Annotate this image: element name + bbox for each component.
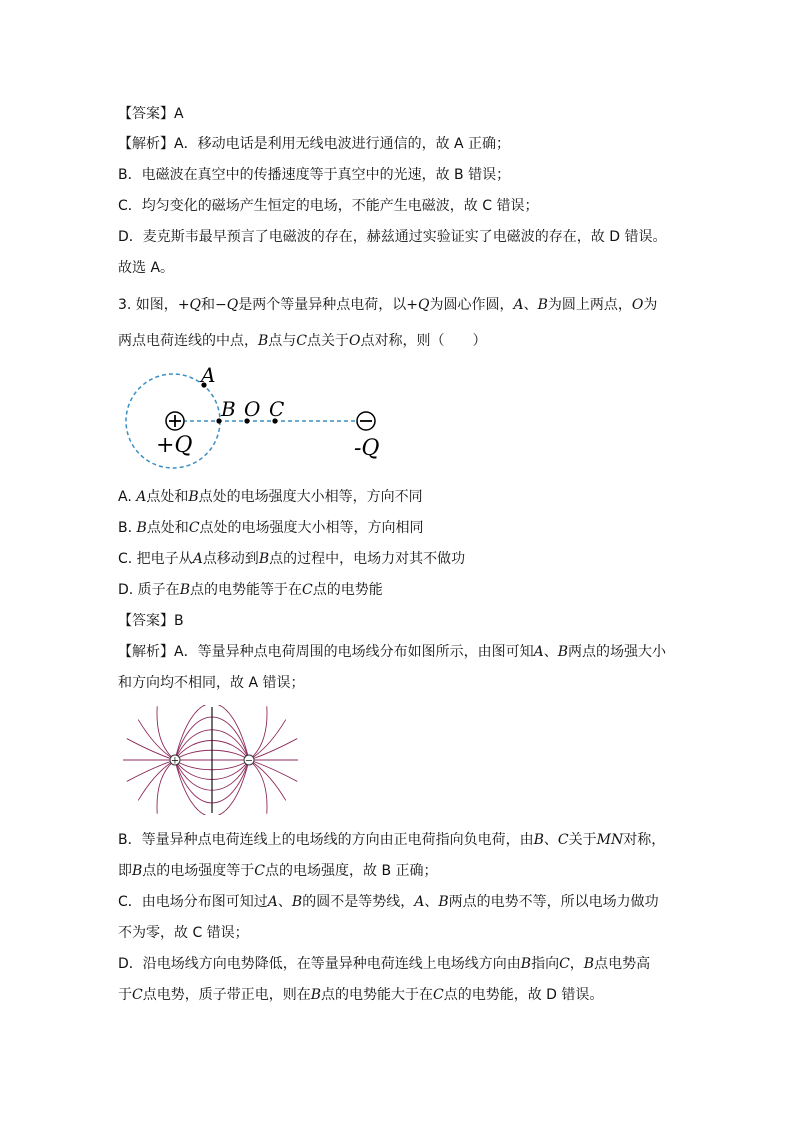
q3-analysis-d-line1: D．沿电场线方向电势降低，在等量异种电荷连线上电场线方向由B指向C，B点电势高 xyxy=(118,956,651,972)
q3-stem-line2: 两点电荷连线的中点，B点与C点关于O点对称，则（ ） xyxy=(118,333,487,349)
field-line-outer-right xyxy=(249,760,286,800)
field-line-outer-right xyxy=(249,720,286,760)
field-lines-figure xyxy=(118,705,298,815)
q3-option-d: D. 质子在B点的电势能等于在C点的电势能 xyxy=(118,582,383,598)
field-line-outer-right xyxy=(249,706,267,760)
q3-option-c: C. 把电子从A点移动到B点的过程中，电场力对其不做功 xyxy=(118,551,466,567)
q3-option-b: B. B点处和C点处的电场强度大小相等，方向相同 xyxy=(118,520,424,536)
q3-analysis-c-line2: 不为零，故 C 错误； xyxy=(118,925,249,941)
q3-analysis-b-line2: 即B点的电场强度等于C点的电场强度，故 B 正确； xyxy=(118,863,438,879)
field-line-outer-left xyxy=(157,706,175,760)
q2-analysis-d: D．麦克斯韦最早预言了电磁波的存在，赫兹通过实验证实了电磁波的存在，故 D 错误。 xyxy=(118,229,667,245)
field-line-outer-right xyxy=(249,760,297,781)
q2-answer: 【答案】A xyxy=(118,106,184,122)
q2-analysis-a: 【解析】A．移动电话是利用无线电波进行通信的，故 A 正确； xyxy=(118,136,511,152)
q2-analysis-c: C．均匀变化的磁场产生恒定的电场，不能产生电磁波，故 C 错误； xyxy=(118,198,539,214)
field-line-outer-right xyxy=(249,739,297,760)
field-line-outer-left xyxy=(157,760,175,814)
label-b: B xyxy=(221,397,236,421)
q3-analysis-a-line2: 和方向均不相同，故 A 错误； xyxy=(118,675,305,691)
q3-stem-line1: 3. 如图，+Q和−Q是两个等量异种点电荷，以+Q为圆心作圆，A、B为圆上两点，O为 xyxy=(118,297,658,313)
positive-charge-symbol: + xyxy=(170,755,180,767)
q3-option-a: A. A点处和B点处的电场强度大小相等，方向不同 xyxy=(118,489,423,505)
q3-answer: 【答案】B xyxy=(118,613,184,629)
q3-charge-figure xyxy=(118,362,398,474)
q3-analysis-b-line1: B．等量异种点电荷连线上的电场线的方向由正电荷指向负电荷，由B、C关于MN对称， xyxy=(118,832,666,848)
label-pos-q: +Q xyxy=(156,433,193,458)
q2-conclusion: 故选 A。 xyxy=(118,260,175,276)
field-line-outer-right xyxy=(249,760,267,814)
q3-analysis-d-line2: 于C点电势，质子带正电，则在B点的电势能大于在C点的电势能，故 D 错误。 xyxy=(118,987,604,1003)
q2-analysis-b: B．电磁波在真空中的传播速度等于真空中的光速，故 B 错误； xyxy=(118,167,511,183)
negative-charge-symbol: − xyxy=(244,755,254,767)
label-o: O xyxy=(244,397,261,421)
q3-analysis-a-line1: 【解析】A．等量异种点电荷周围的电场线分布如图所示，由图可知A、B两点的场强大小 xyxy=(118,644,666,660)
label-a: A xyxy=(201,363,216,387)
field-line-outer-left xyxy=(127,739,175,760)
field-line-outer-left xyxy=(127,760,175,781)
q3-analysis-c-line1: C．由电场分布图可知过A、B的圆不是等势线，A、B两点的电势不等，所以电场力做功 xyxy=(118,894,659,910)
positive-charge-icon xyxy=(166,412,184,430)
field-line-outer-left xyxy=(138,760,175,800)
negative-charge-icon xyxy=(357,412,375,430)
label-neg-q: -Q xyxy=(354,436,380,461)
field-line-outer-left xyxy=(138,720,175,760)
label-c: C xyxy=(269,397,285,421)
